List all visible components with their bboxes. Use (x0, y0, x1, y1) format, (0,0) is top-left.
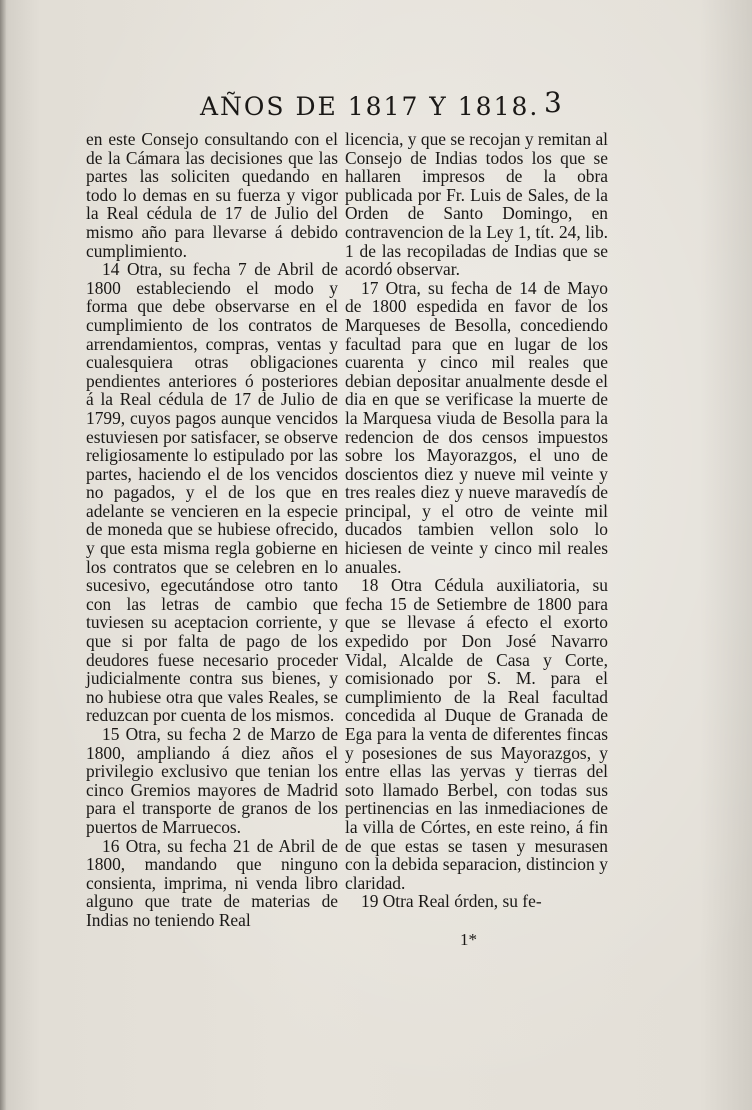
running-header (200, 88, 580, 128)
left-paragraph-4: 16 Otra, su fecha 21 de Abril de 1800, mandando que ninguno consienta, imprima, ni venda libro alguno que trate de materias de Indias no teniendo Real (86, 835, 338, 930)
right-paragraph-1: licencia, y que se recojan y remitan al Consejo de Indias todos los que se hallaren impresos de la obra publicada por Fr. Luis de Sales, de la Orden de Santo Domingo, en contravencion de la Ley 1, tít. 24, lib. 1 de las recopiladas de Indias que se acordó observar. (345, 129, 608, 280)
page-spine-shadow (0, 0, 6, 1110)
right-paragraph-3: 18 Otra Cédula auxiliatoria, su fecha 15 de Setiembre de 1800 para que se llevase á efecto el exorto expedido por Don José Navarro Vidal, Alcalde de Casa y Corte, comisionado por S. M. para el cumplimiento de la Real facultad concedida al Duque de Granada de Ega para la venta de diferentes fincas y posesiones de sus Mayorazgos, y entre ellas las yervas y tierras del soto llamado Berbel, con todas sus pertinencias en las inmediaciones de la villa de Córtes, en este reino, á fin de que estas se tasen y mesurasen con la debida separacion, distincion y claridad. (345, 575, 608, 893)
left-paragraph-1: en este Consejo consultando con el de la Cámara las decisiones que las partes las soliciten quedando en todo lo demas en su fuerza y vigor la Real cédula de 17 de Julio del mismo año para llevarse á debido cumplimiento. (86, 129, 338, 261)
right-column (345, 130, 608, 911)
right-paragraph-4: 19 Otra Real órden, su fe- (361, 891, 542, 912)
running-header-title: AÑOS DE 1817 Y 1818. (200, 92, 540, 121)
left-paragraph-3: 15 Otra, su fecha 2 de Marzo de 1800, ampliando á diez años el privilegio exclusivo que tenian los cinco Gremios mayores de Madrid para el transporte de granos de los puertos de Marruecos. (86, 724, 338, 837)
page-number: 3 (544, 86, 562, 119)
left-paragraph-2: 14 Otra, su fecha 7 de Abril de 1800 estableciendo el modo y forma que debe observarse en el cumplimiento de los contratos de arrendamientos, compras, ventas y cualesquiera otras obligaciones pendientes anteriores ó posteriores á la Real cédula de 17 de Julio de 1799, cuyos pagos aunque vencidos estuviesen por satisfacer, se observe religiosamente lo estipulado por las partes, haciendo el de los vencidos no pagados, y el de los que en adelante se vencieren en la especie de moneda que se hubiese ofrecido, y que esta misma regla gobierne en los contratos que se celebren en lo sucesivo, egecutándose otro tanto con las letras de cambio que tuviesen su aceptacion corriente, y que si por falta de pago de los deudores fuese necesario proceder judicialmente contra sus bienes, y no hubiese otra que vales Reales, se reduzcan por cuenta de los mismos. (86, 259, 338, 726)
left-column (86, 130, 338, 930)
signature-mark: 1* (460, 930, 477, 949)
right-paragraph-2: 17 Otra, su fecha de 14 de Mayo de 1800 espedida en favor de los Marqueses de Besolla, concediendo facultad para que en lugar de los cuarenta y cinco mil reales que debian depositar anualmente desde el dia en que se verificase la muerte de la Marquesa viuda de Besolla para la redencion de dos censos impuestos sobre los Mayorazgos, el uno de doscientos diez y nueve mil veinte y tres reales diez y nueve maravedís de principal, y el otro de veinte mil ducados tambien vellon solo lo hiciesen de veinte y cinco mil reales anuales. (345, 277, 608, 577)
